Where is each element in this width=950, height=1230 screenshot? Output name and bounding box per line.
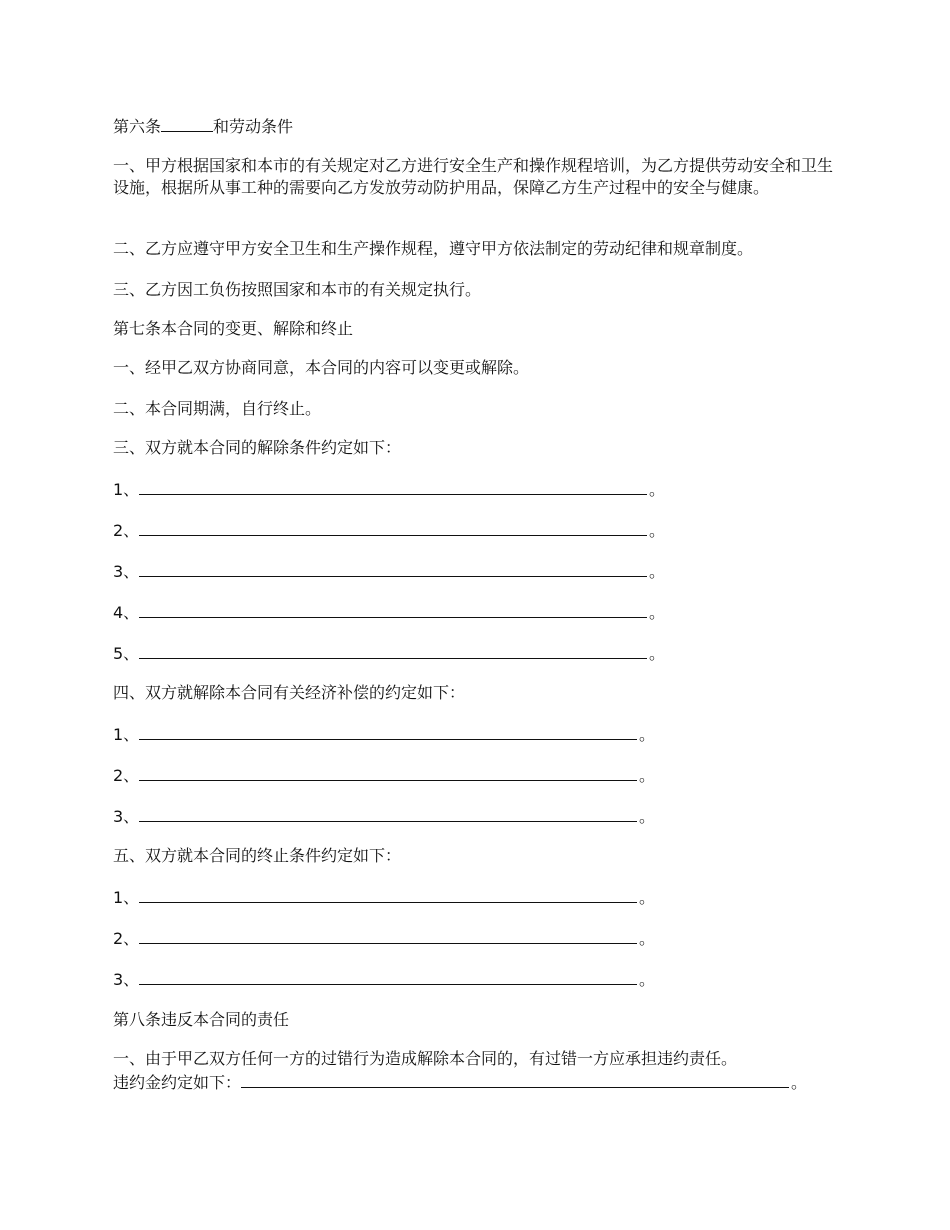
- article8-penalty-line: [113, 1072, 807, 1093]
- fill-in-blank[interactable]: [139, 887, 637, 903]
- termination-item: [113, 602, 665, 623]
- termination-item: [113, 479, 665, 500]
- fill-in-blank[interactable]: [139, 928, 637, 944]
- compensation-item: [113, 724, 655, 745]
- fill-in-blank[interactable]: [139, 561, 647, 577]
- item-period: 。: [649, 603, 666, 622]
- fill-in-blank[interactable]: [139, 724, 637, 740]
- fill-in-blank[interactable]: [139, 602, 647, 618]
- article8-heading: 第八条违反本合同的责任: [113, 1010, 290, 1029]
- item-period: 。: [649, 480, 666, 499]
- article7-paragraph-4: 四、双方就解除本合同有关经济补偿的约定如下：: [113, 683, 466, 702]
- item-period: 。: [649, 521, 666, 540]
- item-number: 1、: [113, 725, 140, 744]
- item-period: 。: [649, 562, 666, 581]
- item-number: 3、: [113, 970, 140, 989]
- item-number: 4、: [113, 603, 140, 622]
- fill-in-blank[interactable]: [139, 806, 637, 822]
- item-number: 3、: [113, 562, 140, 581]
- item-period: 。: [639, 807, 656, 826]
- end-condition-item: [113, 887, 655, 908]
- item-number: 1、: [113, 888, 140, 907]
- end-condition-item: [113, 969, 655, 990]
- article7-paragraph-5: 五、双方就本合同的终止条件约定如下：: [113, 846, 402, 865]
- article6-paragraph-1: 一、甲方根据国家和本市的有关规定对乙方进行安全生产和操作规程培训，为乙方提供劳动安全和卫生设施，根据所从事工种的需要向乙方发放劳动防护用品，保障乙方生产过程中的安全与健康。: [113, 156, 834, 197]
- item-number: 2、: [113, 521, 140, 540]
- article6-suffix: 和劳动条件: [213, 117, 294, 136]
- fill-in-blank[interactable]: [139, 479, 647, 495]
- article7-paragraph-1: 一、经甲乙双方协商同意，本合同的内容可以变更或解除。: [113, 358, 530, 377]
- article6-prefix: 第六条: [113, 117, 162, 136]
- item-period: 。: [791, 1073, 808, 1092]
- compensation-item: [113, 765, 655, 786]
- article7-paragraph-2: 二、本合同期满，自行终止。: [113, 399, 322, 418]
- termination-item: [113, 561, 665, 582]
- fill-in-blank[interactable]: [139, 969, 637, 985]
- item-period: 。: [639, 725, 656, 744]
- penalty-blank[interactable]: [241, 1072, 789, 1088]
- article8-paragraph-1: 一、由于甲乙双方任何一方的过错行为造成解除本合同的，有过错一方应承担违约责任。: [113, 1049, 738, 1068]
- item-number: 3、: [113, 807, 140, 826]
- article6-paragraph-3: 三、乙方因工负伤按照国家和本市的有关规定执行。: [113, 280, 482, 299]
- article7-paragraph-3: 三、双方就本合同的解除条件约定如下：: [113, 438, 402, 457]
- fill-in-blank[interactable]: [139, 520, 647, 536]
- compensation-item: [113, 806, 655, 827]
- item-period: 。: [649, 644, 666, 663]
- termination-item: [113, 520, 665, 541]
- item-number: 2、: [113, 929, 140, 948]
- item-number: 5、: [113, 644, 140, 663]
- fill-in-blank[interactable]: [139, 643, 647, 659]
- item-number: 2、: [113, 766, 140, 785]
- item-period: 。: [639, 970, 656, 989]
- article7-heading: 第七条本合同的变更、解除和终止: [113, 319, 354, 338]
- article6-blank[interactable]: [161, 116, 213, 132]
- article6-heading: [113, 116, 293, 137]
- termination-item: [113, 643, 665, 664]
- item-number: 1、: [113, 480, 140, 499]
- penalty-label: 违约金约定如下：: [113, 1073, 242, 1092]
- item-period: 。: [639, 766, 656, 785]
- item-period: 。: [639, 929, 656, 948]
- article6-paragraph-2: 二、乙方应遵守甲方安全卫生和生产操作规程，遵守甲方依法制定的劳动纪律和规章制度。: [113, 239, 754, 258]
- end-condition-item: [113, 928, 655, 949]
- fill-in-blank[interactable]: [139, 765, 637, 781]
- item-period: 。: [639, 888, 656, 907]
